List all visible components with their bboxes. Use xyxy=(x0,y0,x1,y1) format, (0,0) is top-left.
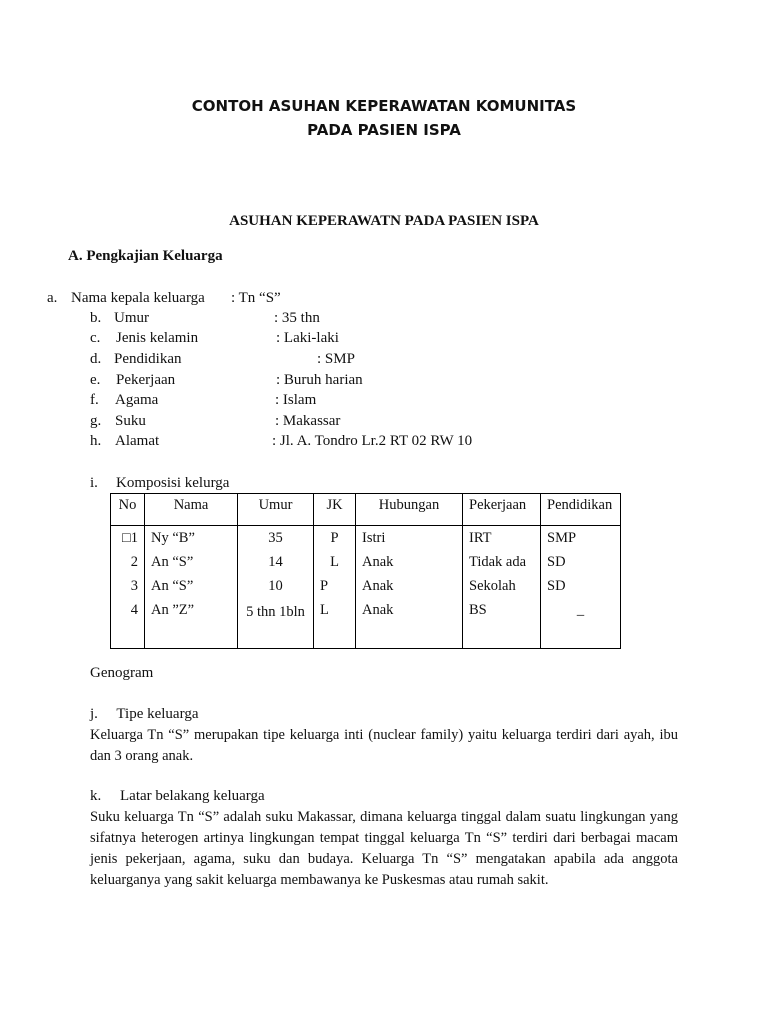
table-cell: Sekolah xyxy=(463,578,541,602)
table-cell: P xyxy=(314,526,356,555)
item-letter: c. xyxy=(90,330,101,346)
table-header-row xyxy=(111,494,621,526)
table-cell: Anak xyxy=(356,554,463,578)
item-letter: b. xyxy=(90,310,102,326)
section-a-heading: A. Pengkajian Keluarga xyxy=(68,248,223,264)
table-cell: 4 xyxy=(111,602,145,649)
table-cell: An ”Z” xyxy=(145,602,238,649)
section-subtitle: ASUHAN KEPERAWATN PADA PASIEN ISPA xyxy=(229,213,539,229)
table-header-cell: Umur xyxy=(238,494,314,526)
item-label: Suku xyxy=(115,413,146,429)
table-cell: 35 xyxy=(238,526,314,555)
table-cell: 10 xyxy=(238,578,314,602)
table-header-cell: Pekerjaan xyxy=(463,494,541,526)
document-title-line2: PADA PASIEN ISPA xyxy=(307,121,461,139)
komposisi-label: Komposisi kelurga xyxy=(116,475,230,491)
item-value: : SMP xyxy=(317,351,355,367)
table-cell: 5 thn 1bln xyxy=(238,602,314,649)
table-row xyxy=(111,578,621,602)
table-cell: _ xyxy=(541,602,621,649)
komposisi-table xyxy=(110,493,621,649)
table-cell: L xyxy=(314,602,356,649)
item-letter: h. xyxy=(90,433,102,449)
table-header-cell: Hubungan xyxy=(356,494,463,526)
table-cell: Anak xyxy=(356,602,463,649)
table-cell: Istri xyxy=(356,526,463,555)
item-label: Umur xyxy=(114,310,149,326)
table-header-cell: Nama xyxy=(145,494,238,526)
item-label: Pekerjaan xyxy=(116,372,176,388)
table-row xyxy=(111,554,621,578)
table-cell: Anak xyxy=(356,578,463,602)
table-row xyxy=(111,602,621,649)
item-letter: f. xyxy=(90,392,99,408)
table-cell: SD xyxy=(541,554,621,578)
table-cell: An “S” xyxy=(145,578,238,602)
table-cell: 2 xyxy=(111,554,145,578)
table-header-cell: No xyxy=(111,494,145,526)
latar-paragraph: Suku keluarga Tn “S” adalah suku Makassar, dimana keluarga tinggal dalam suatu lingkungan yang sifatnya heterogen artinya lingkungan tempat tinggal keluarga Tn “S” terdiri dari berbagai macam jenis pekerjaan, agama, suku dan budaya. Keluarga Tn “S” mengatakan apabila ada anggota keluarganya yang sakit keluarga membawanya ke Puskesmas atau rumah sakit. xyxy=(90,809,678,888)
item-value: : Tn “S” xyxy=(231,290,281,306)
table-cell: SD xyxy=(541,578,621,602)
item-letter: e. xyxy=(90,372,101,388)
item-label: Agama xyxy=(115,392,159,408)
item-value: : 35 thn xyxy=(274,310,320,326)
table-cell: 3 xyxy=(111,578,145,602)
table-header-cell: JK xyxy=(314,494,356,526)
item-letter: d. xyxy=(90,351,102,367)
komposisi-letter: i. xyxy=(90,475,98,491)
item-value: : Islam xyxy=(275,392,317,408)
item-value: : Buruh harian xyxy=(276,372,363,388)
item-label: Alamat xyxy=(115,433,160,449)
table-cell: L xyxy=(314,554,356,578)
item-label: Pendidikan xyxy=(114,351,182,367)
table-cell: P xyxy=(314,578,356,602)
table-cell: BS xyxy=(463,602,541,649)
item-value: : Laki-laki xyxy=(276,330,339,346)
table-cell: □1 xyxy=(111,526,145,555)
item-value: : Jl. A. Tondro Lr.2 RT 02 RW 10 xyxy=(272,433,473,449)
document-title-line1: CONTOH ASUHAN KEPERAWATAN KOMUNITAS xyxy=(191,97,577,115)
tipe-paragraph: Keluarga Tn “S” merupakan tipe keluarga inti (nuclear family) yaitu keluarga terdiri dari ayah, ibu dan 3 orang anak. xyxy=(90,727,678,764)
item-value: : Makassar xyxy=(275,413,341,429)
table-cell: IRT xyxy=(463,526,541,555)
item-label: Nama kepala keluarga xyxy=(71,290,205,306)
table-cell: 14 xyxy=(238,554,314,578)
item-letter: g. xyxy=(90,413,102,429)
table-header-cell: Pendidikan xyxy=(541,494,621,526)
item-letter: a. xyxy=(47,290,58,306)
latar-heading: k. Latar belakang keluarga xyxy=(90,788,265,804)
table-cell: SMP xyxy=(541,526,621,555)
tipe-heading: j. Tipe keluarga xyxy=(90,706,199,722)
table-row xyxy=(111,526,621,555)
table-cell: Ny “B” xyxy=(145,526,238,555)
table-cell: An “S” xyxy=(145,554,238,578)
item-label: Jenis kelamin xyxy=(116,330,199,346)
genogram-heading: Genogram xyxy=(90,665,154,681)
table-cell: Tidak ada xyxy=(463,554,541,578)
